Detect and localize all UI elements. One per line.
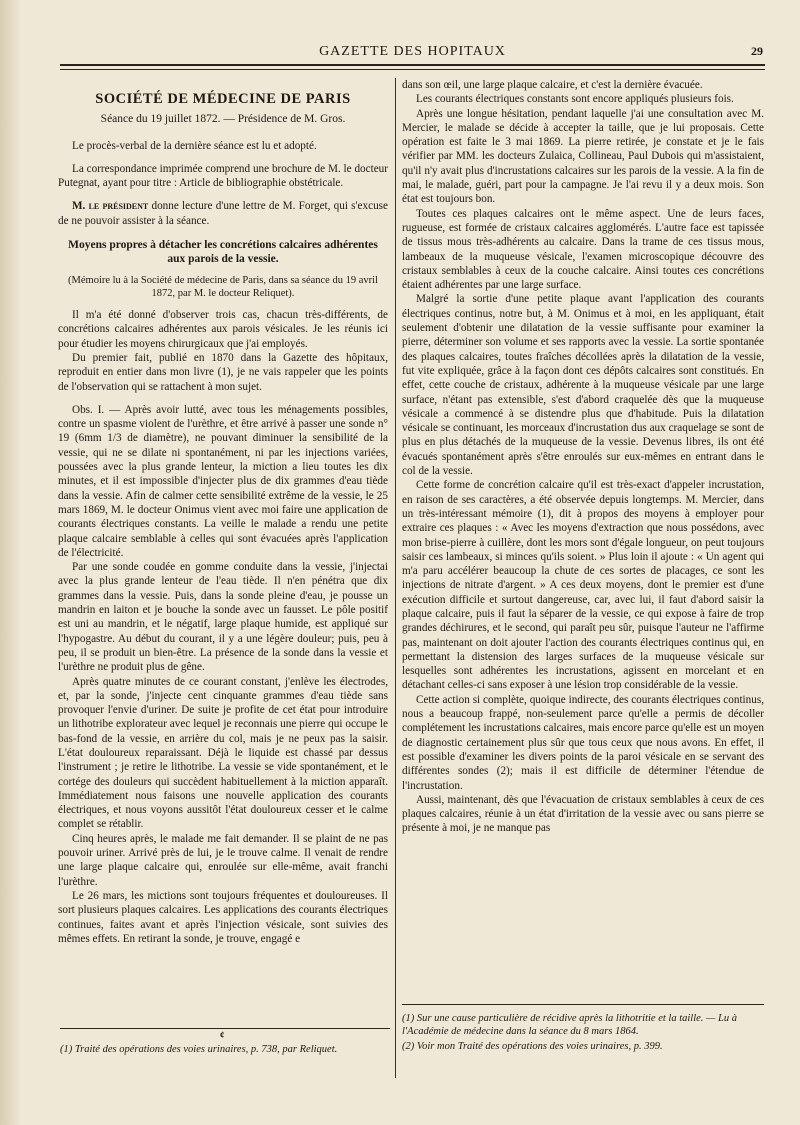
publication-title: GAZETTE DES HOPITAUX <box>319 44 506 59</box>
session-line: Séance du 19 juillet 1872. — Présidence de M. Gros. <box>100 113 346 126</box>
speaker-name: M. le président <box>72 200 149 213</box>
right-column <box>402 78 764 1000</box>
column-divider <box>395 78 396 1078</box>
paragraph: Après une longue hésitation, pendant laquelle j'ai une consultation avec M. Mercier, le malade se décide à accepter la taille, que je lui proposais. Cette opération est faite le 3 mai 1869. La pierre retirée, je constate et je le fais vérifier par MM. les docteurs Zulaica, Collineau, Paul Dubois qui m'assistaient, qu'il n'y avait plus d'incrustations calcaires sur les parois de la vessie. A la fin de mai, le malade, guéri, part pour la campagne. Je l'ai revu il y a deux mois. Son état est toujours bon. <box>402 107 764 206</box>
paragraph: Du premier fait, publié en 1870 dans la Gazette des hôpitaux, reproduit en entier dans mon livre (1), je ne vais rappeler que les points de l'observation qui se rattachent à mon sujet. <box>58 351 388 393</box>
paragraph: Le procès-verbal de la dernière séance est lu et adopté. <box>72 139 317 152</box>
header-rule <box>60 64 765 66</box>
paragraph: La correspondance imprimée comprend une brochure de M. le docteur Putegnat, ayant pour titre : Article de bibliographie obstétricale. <box>58 162 388 190</box>
page-number: 29 <box>751 44 763 58</box>
paragraph: Le 26 mars, les mictions sont toujours fréquentes et douloureuses. Il sort plusieurs plaques calcaires. Les applications des courants électriques continues, faites avant et après l'injection vésicale, sont suivies des mêmes effets. En retirant la sonde, je trouve, engagé e <box>58 889 388 945</box>
paragraph: Il m'a été donné d'observer trois cas, chacun très-différents, de concrétions calcaires adhérentes aux parois vésicales. Je les réunis ici pour étudier les moyens chirurgicaux que j'ai employés. <box>58 309 388 350</box>
footnote-rule-right <box>402 1004 764 1005</box>
left-column <box>58 78 388 1068</box>
section-heading: Moyens propres à détacher les concrétions calcaires adhérentes aux parois de la vessie. <box>68 239 378 266</box>
footnote-rule-left <box>60 1028 390 1029</box>
footnotes-right <box>402 1012 764 1053</box>
header-rule-thin <box>60 69 765 70</box>
page-edge-shadow <box>0 0 22 1125</box>
paragraph: Après quatre minutes de ce courant constant, j'enlève les électrodes, et, par la sonde, j'injecte cent cinquante grammes d'eau tiède sans provoquer l'envie d'uriner. De suite je profite de cet état pour introduire un lithotribe explorateur avec lequel je reconnais une pierre qui occupe le bas-fond de la vessie, en arrière du col, mais je ne peux pas la saisir. L'état douloureux reparaissant. Déjà le liquide est chassé par dessus l'instrument ; je retire le lithotribe. La vessie se vide spontanément, et le cortége des douleurs qui succèdent habituellement à la miction apparaît. Immédiatement nous faisons une nouvelle application des courants électriques, et nous voyons aussitôt l'état douloureux cesser et le calme complet se rétablir. <box>58 675 388 831</box>
paragraph: Cette forme de concrétion calcaire qu'il est très-exact d'appeler incrustation, en raison de ses caractères, a été observée depuis longtemps. M. Mercier, dans un très-intéressant mémoire (1), dit à propos des moyens à employer pour extraire ces plaques : « Avec les moyens d'extraction que nous possédons, avec mon brise-pierre à cuillère, dont les mors sont d'égale longueur, on peut toujours saisir ces lambeaux, si minces qu'ils soient. » Plus loin il ajoute : « Un agent qui m'a paru accélérer beaucoup la chute de ces sortes de placages, ce sont les injections de nitrate d'argent. » A ces deux moyens, dont le premier est d'une exécution difficile et surtout dangereuse, car, avec lui, il faut d'abord saisir la plaque calcaire, puis il faut la séparer de la vessie, ce qui expose à faire de trop grandes déchirures, et le second, qui paraît peu sûr, puisque l'auteur ne l'affirme pas, maintenant on doit ajouter l'action des courants électriques continus qui, en permettant la distension des larges surfaces de la muqueuse vésicale sur lesquelles sont adhérentes les incrustations, agissent en morcelant et en détachant celles-ci sans exposer à une lésion trop considérable de la vessie. <box>402 479 764 692</box>
paragraph: Les courants électriques constants sont encore appliqués plusieurs fois. <box>416 93 734 106</box>
paragraph: Cinq heures après, le malade me fait demander. Il se plaint de ne pas pouvoir uriner. Arrivé près de lui, je le trouve calme. Il venait de rendre une large plaque calcaire qui, enroulée sur elle-même, avait franchi l'urèthre. <box>58 832 388 888</box>
paragraph: Toutes ces plaques calcaires ont le même aspect. Une de leurs faces, rugueuse, est formée de cristaux calcaires agglomérés. L'autre face est tapissée de tissus mous très-adhérents au calcaire. Dans la trame de ces tissus mous, lambeaux de la muqueuse vésicale, l'examen microscopique découvre des cristaux semblables à ceux de la couche calcaire. Ainsi toutes ces concrétions étaient adhérentes par une large surface. <box>402 207 764 292</box>
memoir-note: (Mémoire lu à la Société de médecine de Paris, dans sa séance du 19 avril 1872, par M. le docteur Reliquet). <box>68 275 378 300</box>
paragraph: Obs. I. — Après avoir lutté, avec tous les ménagements possibles, contre un spasme violent de l'urèthre, et être arrivé à passer une sonde n° 19 (6mm 1/3 de diamètre), ne pouvant diminuer la sensibilité de la vessie, qui ne se dilate ni spontanément, ni par les injections variées, poussées avec la plus grande lenteur, la miction a lieu toutes les dix minutes, et il est impossible d'injecter plus de dix grammes d'eau tiède dans la vessie. Afin de calmer cette sensibilité extrême de la vessie, le 25 mars 1869, M. le docteur Onimus vient avec moi faire une application de courants électriques constants. La veille le malade a rendu une petite plaque calcaire semblable à celles qui sont évacuées après l'application de l'électricité. <box>58 403 388 559</box>
paragraph: Par une sonde coudée en gomme conduite dans la vessie, j'injectai avec la plus grande lenteur de l'eau tiède. Il n'en pénétra que dix grammes dans la vessie. Puis, dans la sonde pleine d'eau, je pousse un mandrin en laiton et je bouche la sonde avec un fausset. Le pôle positif est uni au mandrin, et le négatif, large plaque humide, est appliqué sur l'hypogastre. Au début du courant, il y a une légère douleur; puis, peu à peu, il se produit un bien-être. La présence de la sonde dans la vessie et l'urèthre ne produit plus de gêne. <box>58 561 388 674</box>
footnote: (1) Sur une cause particulière de récidive après la lithotritie et la taille. — Lu à l'Académie de médecine dans la séance du 8 mars 1864. <box>402 1013 737 1037</box>
paragraph-text: donne lecture d'une lettre de M. Forget, qui s'excuse de ne pouvoir assister à la séance. <box>58 200 388 227</box>
running-header <box>60 40 765 62</box>
paragraph: Aussi, maintenant, dès que l'évacuation de cristaux semblables à ceux de ces plaques calcaires, réunie à un état d'irritation de la vessie avec ou sans pierre se présente à moi, je ne manque pas <box>402 793 764 835</box>
footnote: (2) Voir mon Traité des opérations des voies urinaires, p. 399. <box>402 1041 663 1052</box>
paragraph: Malgré la sortie d'une petite plaque avant l'application des courants électriques continus, notre but, à M. Onimus et à moi, en les appliquant, était seulement d'obtenir une dilatation de la vessie suffisante pour examiner la pierre, déterminer son volume et ses rapports avec la vessie. La sortie spontanée des plaques calcaires, toutes fraîches décollées après la dilatation de la vessie, fut vite expliquée, grâce à la façon dont ces dépôts calcaires sont constitués. En effet, cette couche de cristaux, adhérente à la muqueuse vésicale par une large surface, n'étant pas extensible, s'est d'abord craquelée dès que la muqueuse vésicale a commencé à se distendre plus que d'habitude. Puis la dilatation vésicale se continuant, les morceaux d'incrustation dus aux craquelage se sont de plus en plus détachés de la muqueuse de la vessie. Devenus libres, ils ont été évacués spontanément après s'être enroulés sur eux-mêmes en entrant dans le col de la vessie. <box>402 293 764 478</box>
paragraph <box>58 199 388 228</box>
paragraph: dans son œil, une large plaque calcaire, et c'est la dernière évacuée. <box>402 79 703 91</box>
footnote-marker: ¢ <box>220 1030 225 1040</box>
paragraph: Cette action si complète, quoique indirecte, des courants électriques continus, nous a beaucoup frappé, non-seulement parce qu'elle a permis de décoller complétement les incrustations calcaires, mais encore parce qu'elle est un moyen de diagnostic certainement plus sûr que tous ceux que nous avons. En effet, il est possible d'examiner les divers points de la paroi vésicale en se servant des différentes sondes (2); mais il est difficile de déterminer l'étendue de l'incrustation. <box>402 693 764 792</box>
society-heading: SOCIÉTÉ DE MÉDECINE DE PARIS <box>95 91 351 107</box>
footnote-left: (1) Traité des opérations des voies urinaires, p. 738, par Reliquet. <box>60 1044 338 1055</box>
